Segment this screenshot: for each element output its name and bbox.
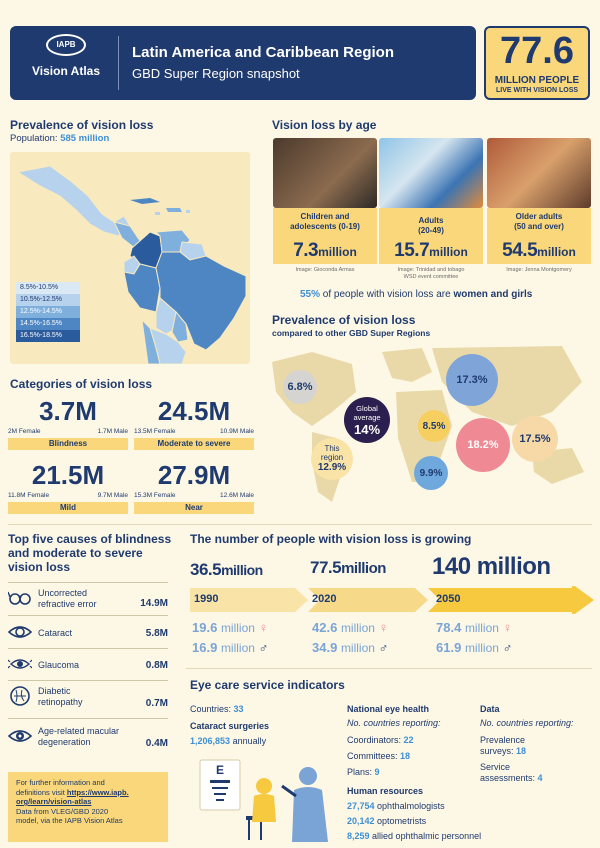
logo-text: IAPB	[56, 40, 76, 49]
age-label	[273, 212, 377, 232]
growth-total-unit: million	[221, 562, 263, 578]
total-number: 77.6	[500, 30, 574, 72]
women-text-bold: women and girls	[453, 289, 533, 300]
committees-line	[347, 751, 410, 761]
section-divider	[186, 668, 592, 669]
category-value: 24.5M	[157, 396, 231, 426]
cause-row-diabetic	[8, 684, 168, 710]
category-mild	[8, 460, 128, 516]
plans-line	[347, 767, 380, 777]
category-label: Mild	[8, 502, 128, 514]
bubble-region: 6.8%	[283, 370, 317, 404]
map-mexico	[18, 166, 130, 236]
female-value: 42.6	[312, 620, 338, 635]
map-cuba	[130, 198, 160, 204]
footer-link-2: org/learn/vision-atlas	[16, 797, 92, 806]
header-divider	[118, 36, 119, 90]
cause-row-macular	[8, 724, 168, 750]
category-male: 9.7M Male	[97, 492, 128, 499]
adults-photo	[379, 138, 483, 208]
age-card-children	[273, 208, 377, 264]
male-value: 16.9	[192, 640, 218, 655]
causes-title-3: vision loss	[8, 560, 71, 574]
allied-value: 8,259	[347, 831, 370, 841]
global-value: 14%	[353, 421, 381, 437]
age-card-adults	[379, 208, 483, 264]
service-assessments-line	[480, 762, 543, 784]
prev-label-2: surveys:	[480, 746, 514, 756]
ophthalmoscope	[282, 786, 296, 796]
coordinators-line	[347, 735, 414, 745]
ophthalmologists-line	[347, 801, 445, 811]
population-line	[10, 133, 109, 144]
male-icon: ♂	[502, 640, 513, 655]
eye-logo-icon	[46, 34, 86, 56]
legend-item: 8.5%-10.5%	[16, 282, 80, 294]
growth-total-value: 77.5	[310, 558, 342, 577]
female-unit: million	[220, 621, 255, 635]
age-label	[379, 216, 483, 236]
age-unit: million	[537, 245, 576, 259]
categories-title: Categories of vision loss	[10, 377, 153, 391]
legend-item: 14.5%-16.5%	[16, 318, 80, 330]
optom-label: optometrists	[377, 816, 427, 826]
national-title: National eye health	[347, 704, 430, 714]
legend-item: 12.5%-14.5%	[16, 306, 80, 318]
cause-label-2: refractive error	[38, 599, 97, 609]
map-brazil	[156, 252, 246, 350]
prevalence-map	[10, 152, 250, 364]
female-1990	[192, 620, 268, 635]
category-male: 1.7M Male	[97, 428, 128, 435]
cataract-line	[190, 736, 266, 746]
ophth-value: 27,754	[347, 801, 375, 811]
eye-icon	[8, 622, 32, 642]
eyecare-title: Eye care service indicators	[190, 678, 345, 692]
causes-title-2: and moderate to severe	[8, 546, 143, 560]
glaucoma-eye-icon	[8, 654, 32, 674]
photo-credit: Image: Gioconda Armas	[295, 267, 355, 273]
allied-label: allied ophthalmic personnel	[372, 831, 482, 841]
footer-info-box	[8, 772, 168, 842]
growth-total-2050	[432, 553, 551, 581]
age-number: 54.5	[502, 240, 538, 261]
this-value: 12.9%	[317, 462, 347, 473]
cause-label: Glaucoma	[38, 660, 80, 670]
age-label-line1: Older adults	[515, 212, 563, 221]
section-divider	[8, 524, 592, 525]
map-jamaica	[155, 212, 160, 215]
male-1990	[192, 640, 268, 655]
male-value: 34.9	[312, 640, 338, 655]
age-label-line2: (20-49)	[418, 226, 444, 235]
countries-label: Countries:	[190, 704, 232, 714]
prevalence-surveys-line	[480, 735, 526, 757]
footer-line-2: definitions visit	[16, 787, 65, 797]
category-label: Near	[134, 502, 254, 514]
photo-credit: Image: Jenna Montgomery	[506, 267, 572, 273]
age-label-line2: (50 and over)	[514, 222, 564, 231]
bubble-this-region	[311, 438, 353, 480]
cause-label-2: degeneration	[38, 737, 91, 747]
cause-label-2: retinopathy	[38, 697, 83, 707]
category-blindness	[8, 396, 128, 452]
women-text: of people with vision loss are	[322, 289, 451, 300]
eye-exam-illustration	[196, 756, 342, 842]
cause-value: 0.7M	[145, 698, 168, 709]
page-subtitle: GBD Super Region snapshot	[132, 66, 300, 81]
macular-eye-icon	[8, 726, 32, 746]
europe-shape	[382, 348, 432, 382]
optometrists-line	[347, 816, 426, 826]
bubble-region: 18.2%	[456, 418, 510, 472]
footer-source-2: model, via the IAPB Vision Atlas	[16, 816, 123, 825]
growth-total-value: 140	[432, 553, 471, 580]
female-2020	[312, 620, 388, 635]
this-label-2: region	[320, 453, 344, 462]
cause-divider	[8, 615, 168, 616]
bubble-region: 8.5%	[418, 410, 450, 442]
age-label-line1: Children and	[300, 212, 350, 221]
male-2020	[312, 640, 388, 655]
legend-item: 16.5%-18.5%	[16, 330, 80, 342]
growth-total-1990	[190, 560, 263, 580]
male-icon: ♂	[378, 640, 389, 655]
coordinators-label: Coordinators:	[347, 735, 402, 745]
regions-subtitle: compared to other GBD Super Regions	[272, 328, 431, 338]
growth-title: The number of people with vision loss is growing	[190, 532, 472, 546]
data-sub: No. countries reporting:	[480, 718, 574, 728]
service-label-1: Service	[480, 762, 511, 772]
age-label	[487, 212, 591, 232]
eye-chart-e: E	[215, 763, 225, 777]
older-adults-photo	[487, 138, 591, 208]
causes-title	[8, 532, 171, 574]
growth-total-unit: million	[341, 560, 386, 577]
cause-divider	[8, 582, 168, 583]
regions-title: Prevalence of vision loss	[272, 313, 416, 327]
age-value	[379, 240, 483, 262]
allied-line	[347, 831, 481, 841]
cause-value: 0.8M	[145, 660, 168, 671]
map-puerto-rico	[186, 210, 190, 213]
this-label-1: This	[324, 444, 340, 453]
male-icon: ♂	[258, 640, 269, 655]
glasses-icon	[8, 588, 32, 608]
cataract-value: 1,206,853	[190, 736, 231, 746]
women-pct: 55%	[300, 289, 321, 300]
category-male: 12.6M Male	[220, 492, 254, 499]
page-title: Latin America and Caribbean Region	[132, 44, 394, 61]
female-value: 78.4	[436, 620, 462, 635]
countries-value: 33	[233, 704, 244, 714]
male-unit: million	[464, 641, 499, 655]
cause-label	[38, 686, 83, 708]
age-label-line1: Adults	[418, 216, 444, 225]
hr-title: Human resources	[347, 786, 424, 796]
year-2020: 2020	[312, 593, 337, 605]
cause-label	[38, 726, 119, 748]
category-value: 27.9M	[157, 460, 231, 490]
prev-value: 18	[516, 746, 527, 756]
female-unit: million	[464, 621, 499, 635]
population-value: 585 million	[60, 133, 110, 144]
age-label-line2: adolescents (0-19)	[290, 222, 360, 231]
countries-line	[190, 704, 244, 714]
male-unit: million	[220, 641, 255, 655]
optom-value: 20,142	[347, 816, 375, 826]
female-value: 19.6	[192, 620, 218, 635]
category-value: 21.5M	[31, 460, 105, 490]
male-unit: million	[340, 641, 375, 655]
patient-head	[256, 778, 272, 794]
cause-divider	[8, 680, 168, 681]
cause-divider	[8, 718, 168, 719]
category-female: 15.3M Female	[134, 492, 176, 499]
cause-label-1: Age-related macular	[38, 726, 120, 736]
male-value: 61.9	[436, 640, 462, 655]
bubble-region: 9.9%	[414, 456, 448, 490]
women-stat	[300, 289, 532, 300]
coordinators-value: 22	[403, 735, 414, 745]
female-unit: million	[340, 621, 375, 635]
population-label: Population:	[10, 133, 58, 144]
category-female: 13.5M Female	[134, 428, 176, 435]
age-value	[273, 240, 377, 262]
credit-line1: Image: Trinidad and tobago	[397, 267, 465, 273]
cause-value: 5.8M	[145, 628, 168, 639]
cause-label-1: Diabetic	[38, 686, 71, 696]
cataract-title: Cataract surgeries	[190, 721, 270, 731]
committees-label: Committees:	[347, 751, 398, 761]
iapb-logo[interactable]	[18, 34, 114, 94]
year-1990: 1990	[194, 593, 219, 605]
female-2050	[436, 620, 512, 635]
age-unit: million	[429, 245, 468, 259]
map-legend	[16, 282, 80, 342]
cause-row-cataract	[8, 620, 168, 646]
committees-value: 18	[400, 751, 411, 761]
prevalence-title: Prevalence of vision loss	[10, 118, 154, 132]
footer-link-1: https://www.iapb.	[66, 787, 129, 797]
bubble-region: 17.5%	[512, 416, 558, 462]
cataract-unit: annually	[232, 736, 267, 746]
cause-value: 0.4M	[145, 738, 168, 749]
service-value: 4	[537, 773, 543, 783]
age-unit: million	[318, 245, 357, 259]
cause-row-glaucoma	[8, 652, 168, 678]
age-number: 15.7	[394, 240, 430, 261]
age-number: 7.3	[293, 240, 319, 261]
total-label: MILLION PEOPLE	[494, 75, 580, 86]
legend-item: 10.5%-12.5%	[16, 294, 80, 306]
category-near	[134, 460, 254, 516]
year-2050: 2050	[436, 593, 461, 605]
age-title: Vision loss by age	[272, 118, 377, 132]
growth-total-2020	[310, 558, 386, 578]
cause-label: Cataract	[38, 628, 73, 638]
map-hispaniola	[166, 208, 182, 212]
female-icon: ♀	[258, 620, 269, 635]
footer-line-1: For further information and	[16, 778, 105, 787]
footer-source-1: Data from VLEG/GBD 2020	[16, 806, 109, 816]
category-value: 3.7M	[39, 396, 97, 426]
female-icon: ♀	[502, 620, 513, 635]
global-label-2: average	[353, 412, 381, 422]
cause-row-refractive	[8, 586, 168, 612]
plans-value: 9	[374, 767, 380, 777]
category-female: 2M Female	[8, 428, 41, 435]
bubble-region: 17.3%	[446, 354, 498, 406]
cause-divider	[8, 648, 168, 649]
photo-credit	[376, 267, 486, 281]
bubble-global-average	[344, 397, 390, 443]
global-label-1: Global	[356, 403, 378, 413]
total-vision-loss-box	[484, 26, 590, 100]
doctor-head	[299, 767, 317, 785]
cause-label	[38, 588, 97, 610]
growth-total-unit: million	[476, 553, 551, 580]
prev-label-1: Prevalence	[480, 735, 526, 745]
category-moderate	[134, 396, 254, 452]
growth-total-value: 36.5	[190, 560, 222, 579]
ophth-label: ophthalmologists	[377, 801, 445, 811]
timeline-arrow	[190, 586, 596, 614]
credit-line2: WSD event committee	[403, 274, 459, 280]
doctor-body	[292, 787, 328, 842]
age-value	[487, 240, 591, 262]
category-male: 10.9M Male	[220, 428, 254, 435]
data-title: Data	[480, 704, 500, 714]
children-photo	[273, 138, 377, 208]
category-label: Moderate to severe	[134, 438, 254, 450]
age-card-older	[487, 208, 591, 264]
logo-name: Vision Atlas	[31, 64, 101, 78]
male-2050	[436, 640, 512, 655]
cause-value: 14.9M	[140, 598, 168, 609]
female-icon: ♀	[378, 620, 389, 635]
service-label-2: assessments:	[480, 773, 536, 783]
total-sublabel: LIVE WITH VISION LOSS	[495, 87, 579, 94]
retina-icon	[8, 686, 32, 706]
category-label: Blindness	[8, 438, 128, 450]
national-sub: No. countries reporting:	[347, 718, 441, 728]
category-female: 11.8M Female	[8, 492, 50, 499]
patient-body	[252, 794, 276, 822]
cause-label-1: Uncorrected	[38, 588, 88, 598]
causes-title-1: Top five causes of blindness	[8, 532, 172, 546]
plans-label: Plans:	[347, 767, 373, 777]
